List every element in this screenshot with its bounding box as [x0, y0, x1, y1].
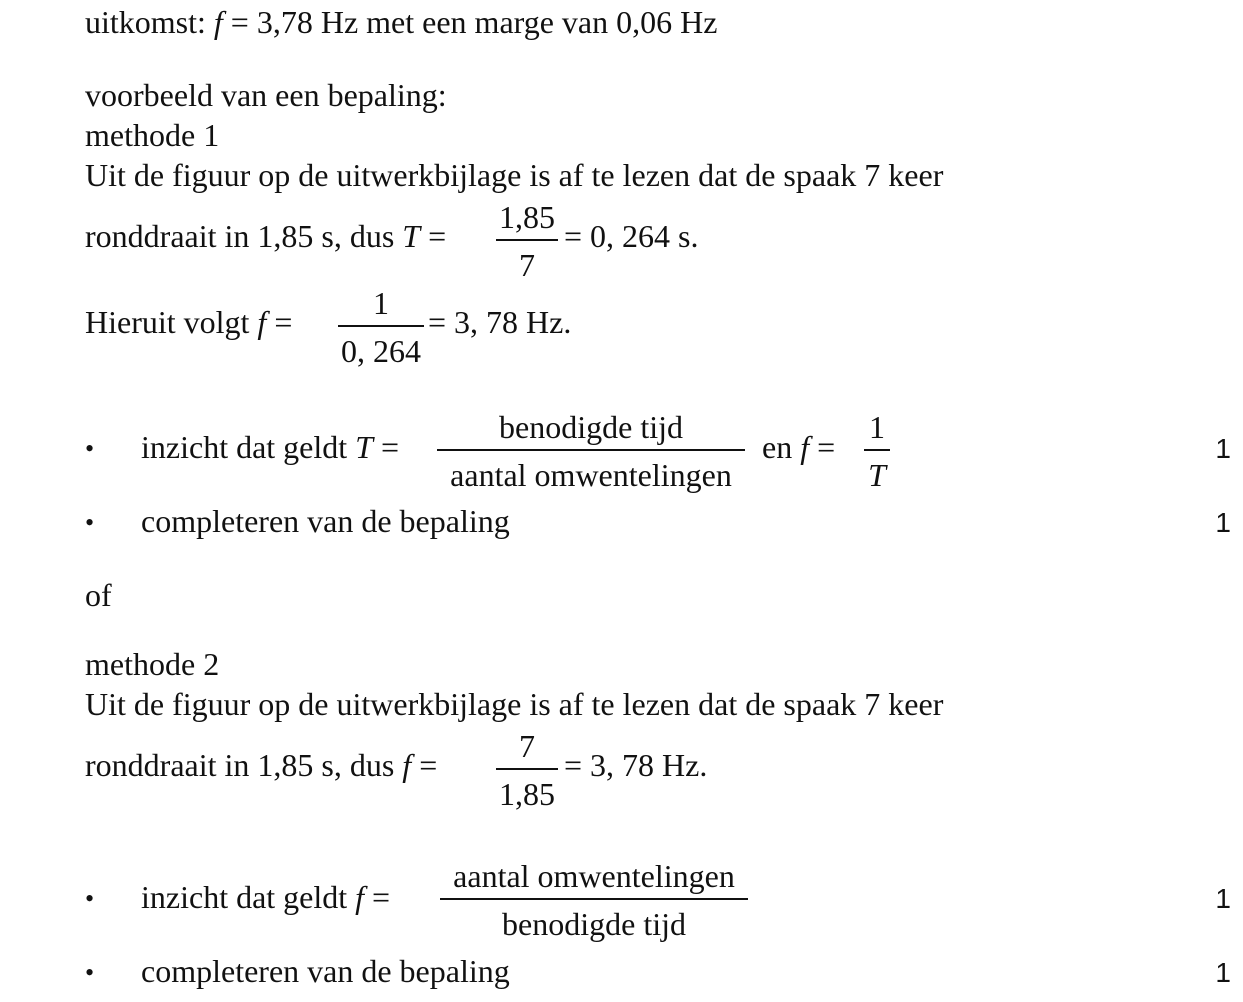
method1-bullet1-var2: f	[800, 429, 810, 465]
method2-line1: Uit de figuur op de uitwerkbijlage is af te lezen dat de spaak 7 keer	[85, 686, 944, 722]
method1-line2	[85, 220, 446, 252]
method1-line3-text: Hieruit volgt	[85, 304, 258, 340]
method2-fraction-numerator: 7	[519, 728, 535, 764]
fraction-bar	[338, 325, 424, 327]
method1-title: methode 1	[85, 117, 220, 153]
method1-bullet1-fraction2	[864, 411, 890, 491]
method1-bullet1-denominator: aantal omwentelingen	[450, 457, 732, 493]
outcome-rest: = 3,78 Hz met een marge van 0,06 Hz	[222, 4, 718, 40]
fraction-bar	[437, 449, 745, 451]
method1-bullet1-mid	[762, 431, 835, 463]
method1-bullet1-numerator: benodigde tijd	[499, 409, 683, 445]
method1-bullet1-numerator2: 1	[869, 409, 885, 445]
or-text: of	[85, 577, 112, 613]
method1-fraction-frequency	[338, 287, 424, 367]
method1-fraction-frequency-denominator: 0, 264	[341, 333, 421, 369]
method2-bullet2-text: completeren van de bepaling	[141, 953, 510, 989]
method1-fraction-period-numerator: 1,85	[499, 199, 555, 235]
method2-bullet1-numerator: aantal omwentelingen	[453, 858, 735, 894]
method2-bullet1-denominator: benodigde tijd	[502, 906, 686, 942]
method1-line3-eq: =	[266, 304, 293, 340]
method2-bullet1-eq: =	[364, 879, 391, 915]
method1-bullet1-eq2: =	[809, 429, 836, 465]
method1-bullet1-eq: =	[372, 429, 399, 465]
method1-bullet1-and: en	[762, 429, 801, 465]
method2-fraction-denominator: 1,85	[499, 776, 555, 812]
outcome-line	[85, 6, 717, 38]
method1-fraction-frequency-numerator: 1	[373, 285, 389, 321]
method1-line2-text: ronddraait in 1,85 s, dus	[85, 218, 403, 254]
method1-bullet1-score: 1	[1215, 433, 1231, 464]
method1-fraction-period-denominator: 7	[519, 247, 535, 283]
method1-bullet1-text	[141, 431, 399, 463]
method2-bullet2-score: 1	[1215, 957, 1231, 988]
method1-line2-var: T	[402, 218, 421, 254]
fraction-bar	[864, 449, 890, 451]
outcome-prefix: uitkomst:	[85, 4, 214, 40]
bullet-icon: •	[85, 958, 95, 987]
method1-bullet2-text: completeren van de bepaling	[141, 503, 510, 539]
method2-fraction-frequency	[496, 730, 558, 810]
method1-bullet1-label: inzicht dat geldt	[141, 429, 356, 465]
method2-title: methode 2	[85, 646, 220, 682]
method1-line3	[85, 306, 292, 338]
method1-line3-result: = 3, 78 Hz.	[428, 304, 572, 340]
bullet-icon: •	[85, 508, 95, 537]
fraction-bar	[440, 898, 748, 900]
method1-bullet2-score: 1	[1215, 507, 1231, 538]
method1-line2-eq: =	[420, 218, 447, 254]
fraction-bar	[496, 239, 558, 241]
method1-bullet1-var: T	[355, 429, 373, 465]
method1-line2-result: = 0, 264 s.	[564, 218, 699, 254]
method2-bullet1-text	[141, 881, 390, 913]
method2-bullet1-var: f	[355, 879, 365, 915]
method1-bullet1-fraction	[437, 411, 745, 491]
method1-bullet1-denominator2: T	[868, 457, 886, 493]
method2-bullet1-fraction	[440, 860, 748, 940]
bullet-icon: •	[85, 434, 95, 463]
outcome-var: f	[213, 4, 223, 40]
bullet-icon: •	[85, 884, 95, 913]
method2-line2-text: ronddraait in 1,85 s, dus	[85, 747, 403, 783]
method2-bullet1-score: 1	[1215, 883, 1231, 914]
method2-line2-result: = 3, 78 Hz.	[564, 747, 708, 783]
method1-line3-var: f	[257, 304, 267, 340]
method1-fraction-period	[496, 201, 558, 281]
method2-line2-eq: =	[411, 747, 438, 783]
example-heading: voorbeeld van een bepaling:	[85, 77, 447, 113]
fraction-bar	[496, 768, 558, 770]
method2-line2-var: f	[402, 747, 412, 783]
method2-line2	[85, 749, 437, 781]
method1-line1: Uit de figuur op de uitwerkbijlage is af te lezen dat de spaak 7 keer	[85, 157, 944, 193]
method2-bullet1-label: inzicht dat geldt	[141, 879, 356, 915]
